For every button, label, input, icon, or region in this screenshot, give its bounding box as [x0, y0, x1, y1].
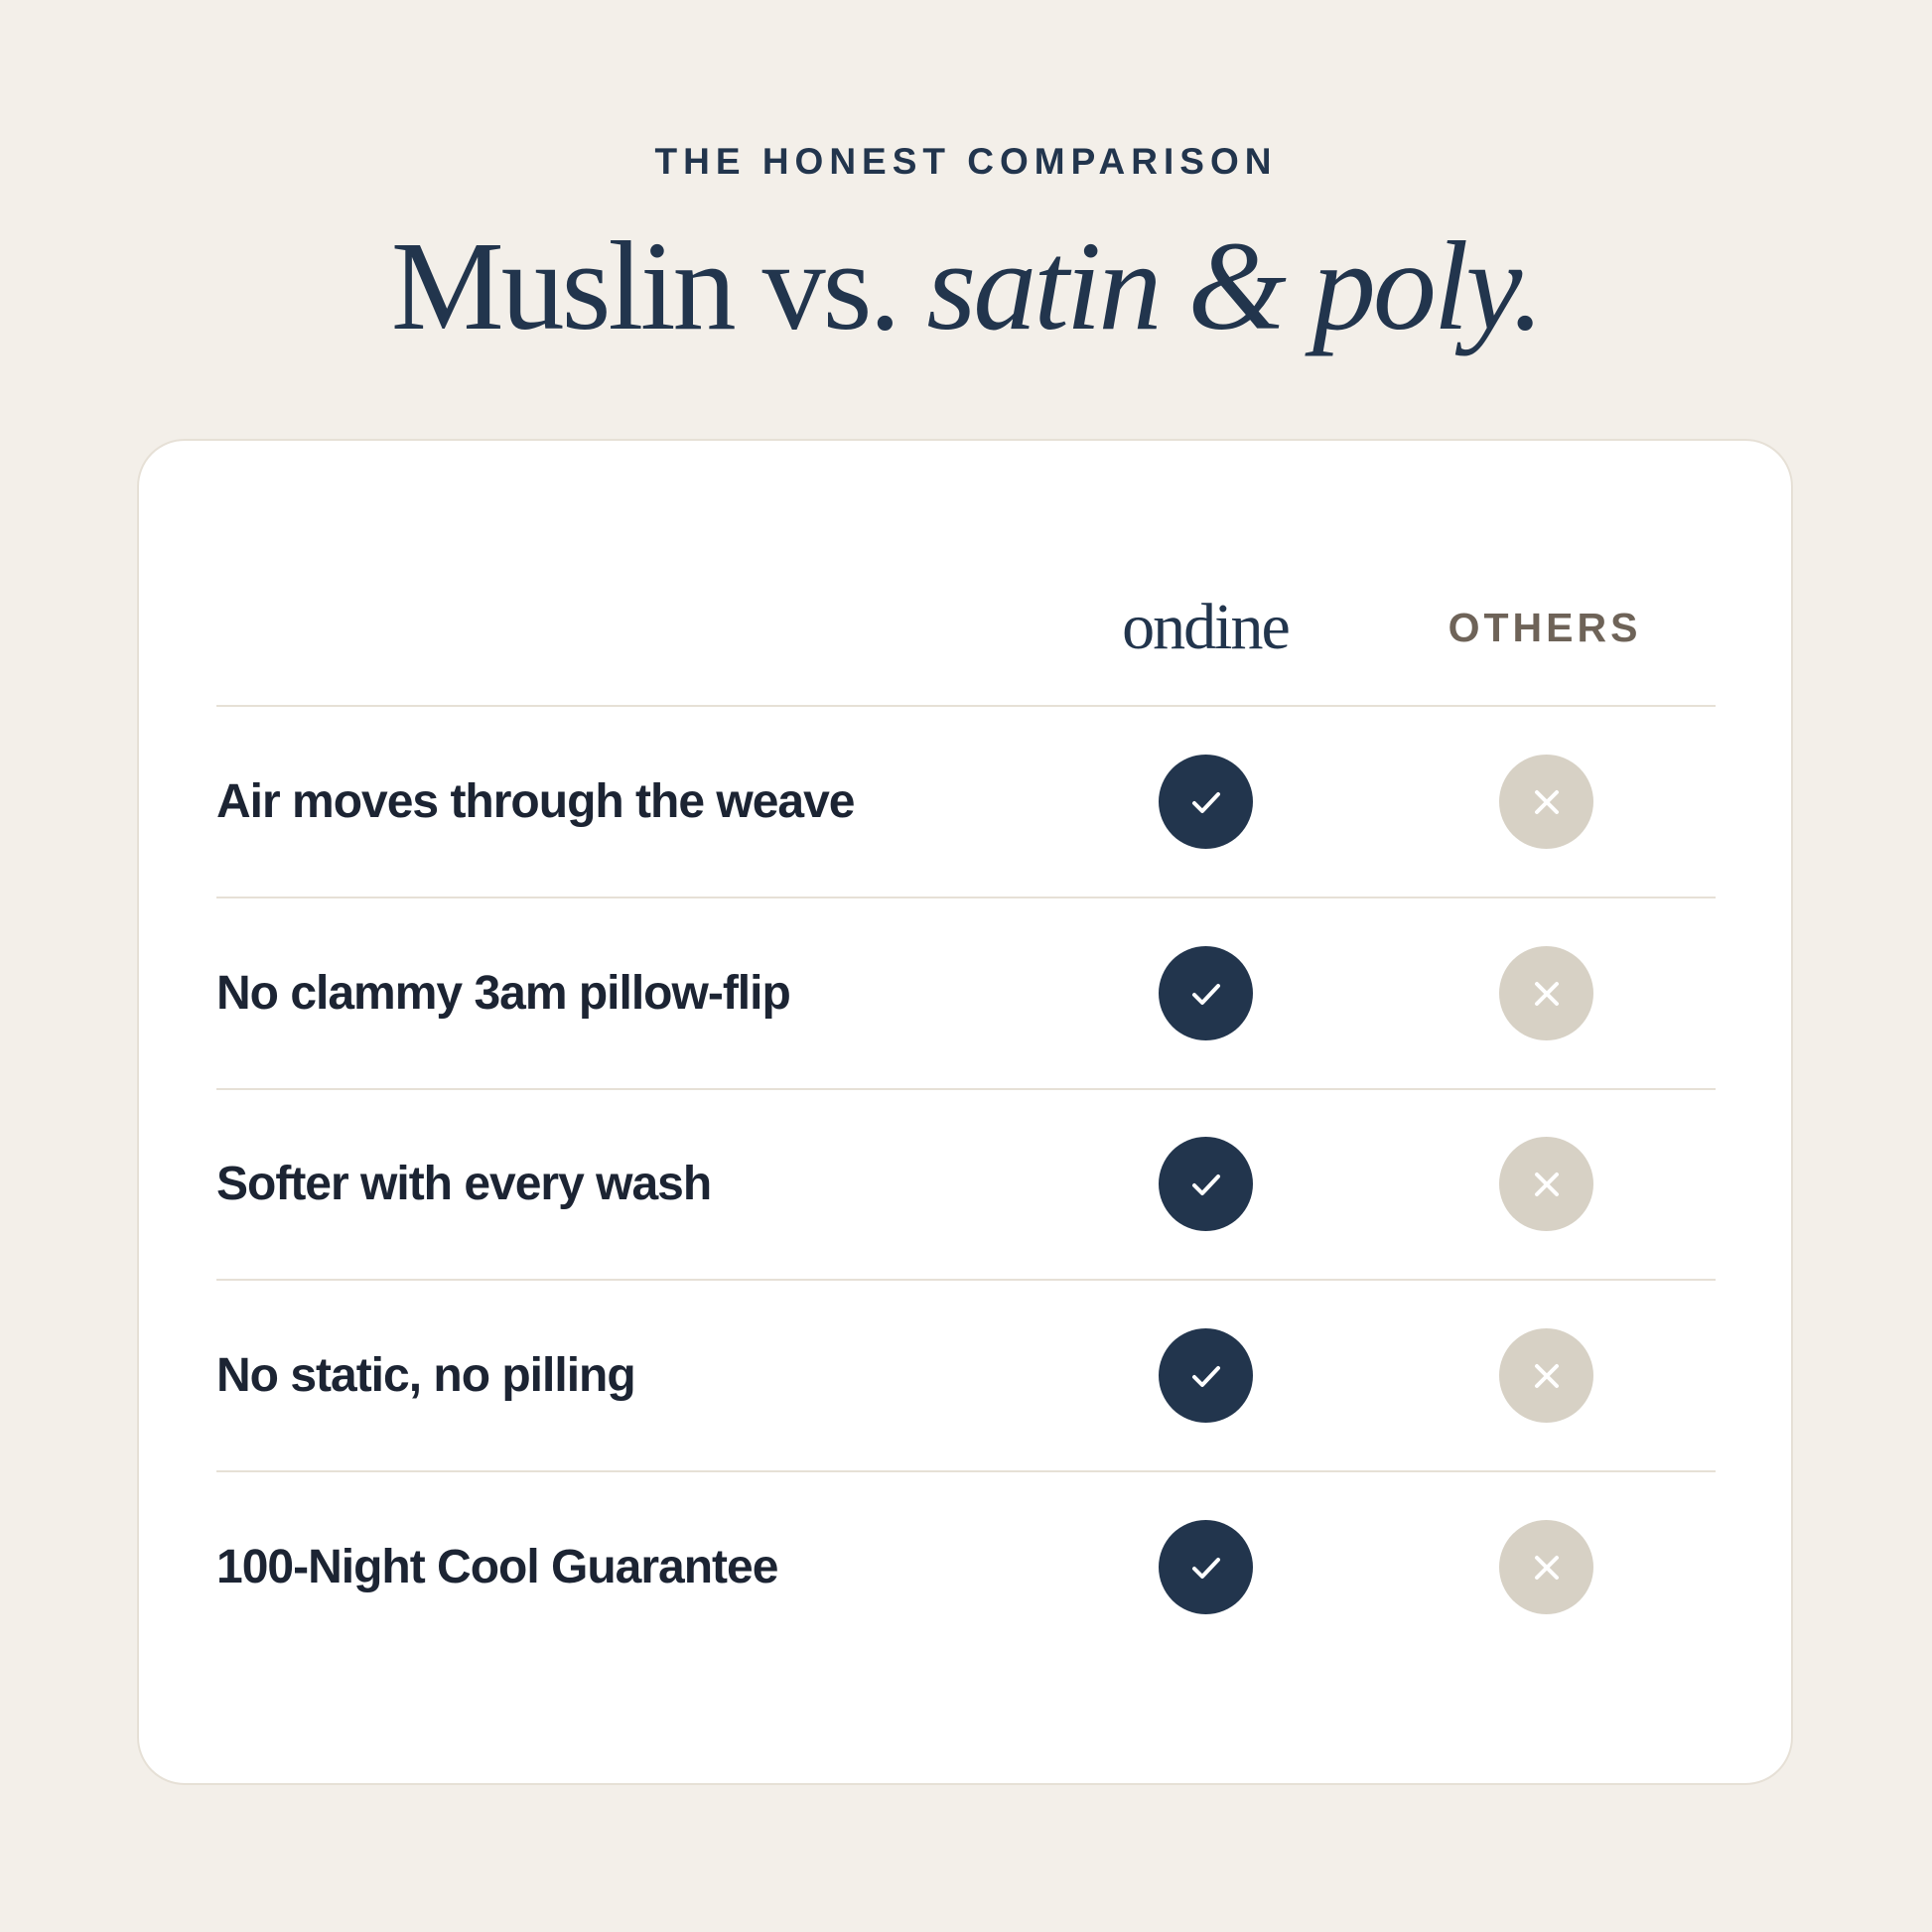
comparison-row	[216, 1471, 1716, 1663]
page-title	[0, 216, 1932, 356]
check-icon	[1159, 1328, 1253, 1423]
row-label: No static, no pilling	[216, 1349, 635, 1402]
comparison-row	[216, 897, 1716, 1089]
close-icon	[1499, 1520, 1593, 1614]
comparison-row	[216, 1280, 1716, 1471]
check-icon	[1159, 755, 1253, 849]
comparison-row	[216, 706, 1716, 897]
close-icon	[1499, 1137, 1593, 1231]
headline-italic: satin & poly.	[926, 215, 1542, 356]
check-icon	[1159, 1520, 1253, 1614]
row-label: Softer with every wash	[216, 1158, 712, 1210]
row-label: Air moves through the weave	[216, 775, 855, 828]
comparison-row	[216, 1088, 1716, 1280]
column-header-others: OTHERS	[1448, 605, 1642, 650]
column-header-ondine: ondine	[1122, 591, 1289, 663]
close-icon	[1499, 1328, 1593, 1423]
row-label: No clammy 3am pillow-flip	[216, 967, 790, 1020]
check-icon	[1159, 946, 1253, 1040]
row-label: 100-Night Cool Guarantee	[216, 1541, 778, 1593]
check-icon	[1159, 1137, 1253, 1231]
headline-regular: Muslin vs.	[390, 215, 898, 356]
close-icon	[1499, 755, 1593, 849]
eyebrow-label: THE HONEST COMPARISON	[654, 141, 1278, 182]
close-icon	[1499, 946, 1593, 1040]
